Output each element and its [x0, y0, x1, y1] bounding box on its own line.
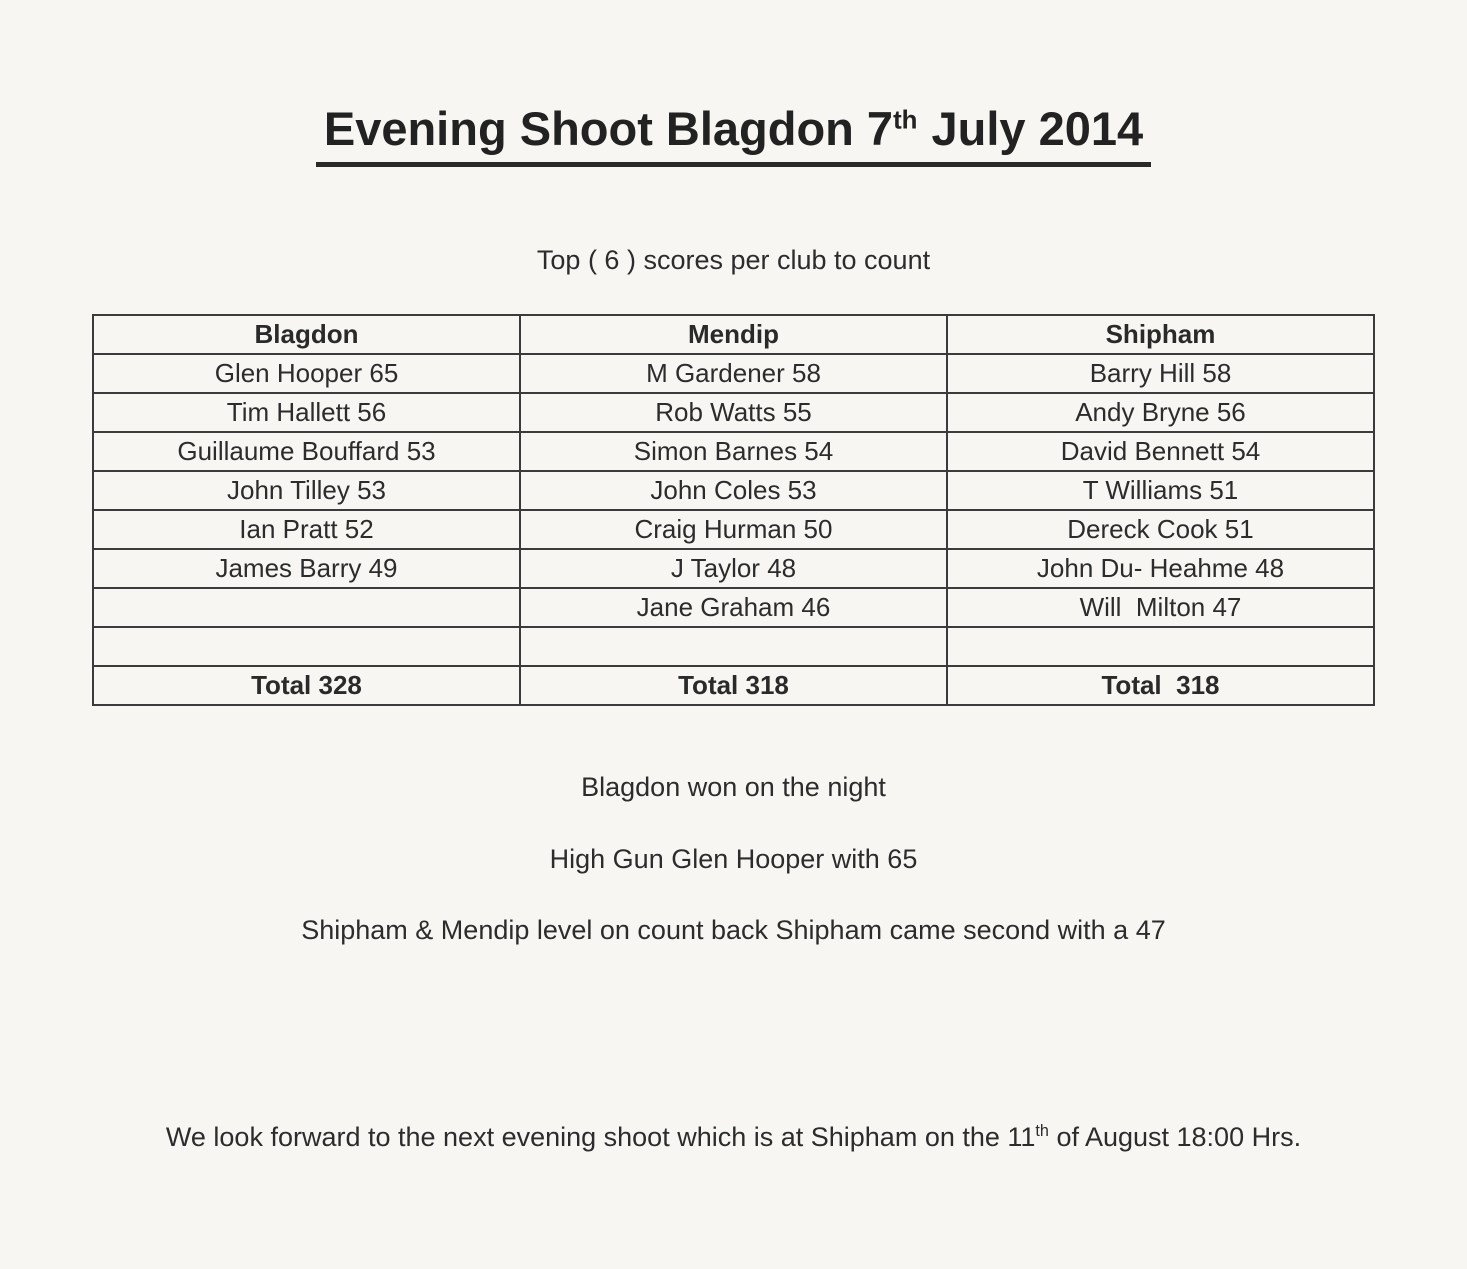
score-cell: Glen Hooper 65	[93, 354, 520, 393]
note-countback: Shipham & Mendip level on count back Shipham came second with a 47	[301, 914, 1166, 945]
footer-ordinal-suffix: th	[1035, 1121, 1049, 1140]
scores-table	[92, 314, 1375, 706]
score-cell: Craig Hurman 50	[520, 510, 947, 549]
totals-row	[93, 666, 1374, 705]
score-cell: Tim Hallett 56	[93, 393, 520, 432]
score-cell: Barry Hill 58	[947, 354, 1374, 393]
total-cell-mendip: Total 318	[520, 666, 947, 705]
subtitle: Top ( 6 ) scores per club to count	[536, 244, 931, 275]
total-cell-blagdon: Total 328	[93, 666, 520, 705]
table-row	[93, 354, 1374, 393]
score-cell: M Gardener 58	[520, 354, 947, 393]
score-cell: Andy Bryne 56	[947, 393, 1374, 432]
score-cell: Dereck Cook 51	[947, 510, 1374, 549]
score-cell: J Taylor 48	[520, 549, 947, 588]
header-row	[93, 315, 1374, 354]
score-cell: Jane Graham 46	[520, 588, 947, 627]
score-cell: Ian Pratt 52	[93, 510, 520, 549]
note-winner: Blagdon won on the night	[581, 771, 886, 802]
table-row	[93, 549, 1374, 588]
table-row	[93, 471, 1374, 510]
column-header-mendip: Mendip	[520, 315, 947, 354]
title-suffix: July 2014	[931, 102, 1144, 156]
footer-next-shoot	[0, 1122, 1467, 1153]
table-row	[93, 432, 1374, 471]
score-cell: John Coles 53	[520, 471, 947, 510]
score-cell: Simon Barnes 54	[520, 432, 947, 471]
footer-suffix: of August 18:00 Hrs.	[1048, 1121, 1302, 1152]
title-ordinal-suffix: th	[893, 106, 918, 135]
score-cell-empty	[93, 588, 520, 627]
footer-prefix: We look forward to the next evening shoot which is at Shipham on the 11	[165, 1121, 1036, 1152]
page-title	[316, 101, 1151, 167]
table-row-empty	[93, 627, 1374, 666]
table-row	[93, 588, 1374, 627]
score-cell: Will Milton 47	[947, 588, 1374, 627]
score-cell-empty	[520, 627, 947, 666]
score-cell: T Williams 51	[947, 471, 1374, 510]
score-cell: Guillaume Bouffard 53	[93, 432, 520, 471]
scores-table-body	[93, 354, 1374, 705]
score-cell-empty	[947, 627, 1374, 666]
score-cell: James Barry 49	[93, 549, 520, 588]
score-cell-empty	[93, 627, 520, 666]
score-cell: Rob Watts 55	[520, 393, 947, 432]
title-prefix: Evening Shoot Blagdon 7	[323, 102, 894, 156]
note-high-gun: High Gun Glen Hooper with 65	[549, 843, 918, 874]
column-header-blagdon: Blagdon	[93, 315, 520, 354]
table-row	[93, 510, 1374, 549]
score-cell: John Tilley 53	[93, 471, 520, 510]
total-cell-shipham: Total 318	[947, 666, 1374, 705]
scores-table-head	[93, 315, 1374, 354]
score-cell: John Du- Heahme 48	[947, 549, 1374, 588]
column-header-shipham: Shipham	[947, 315, 1374, 354]
table-row	[93, 393, 1374, 432]
title-wrap	[0, 0, 1467, 199]
score-cell: David Bennett 54	[947, 432, 1374, 471]
